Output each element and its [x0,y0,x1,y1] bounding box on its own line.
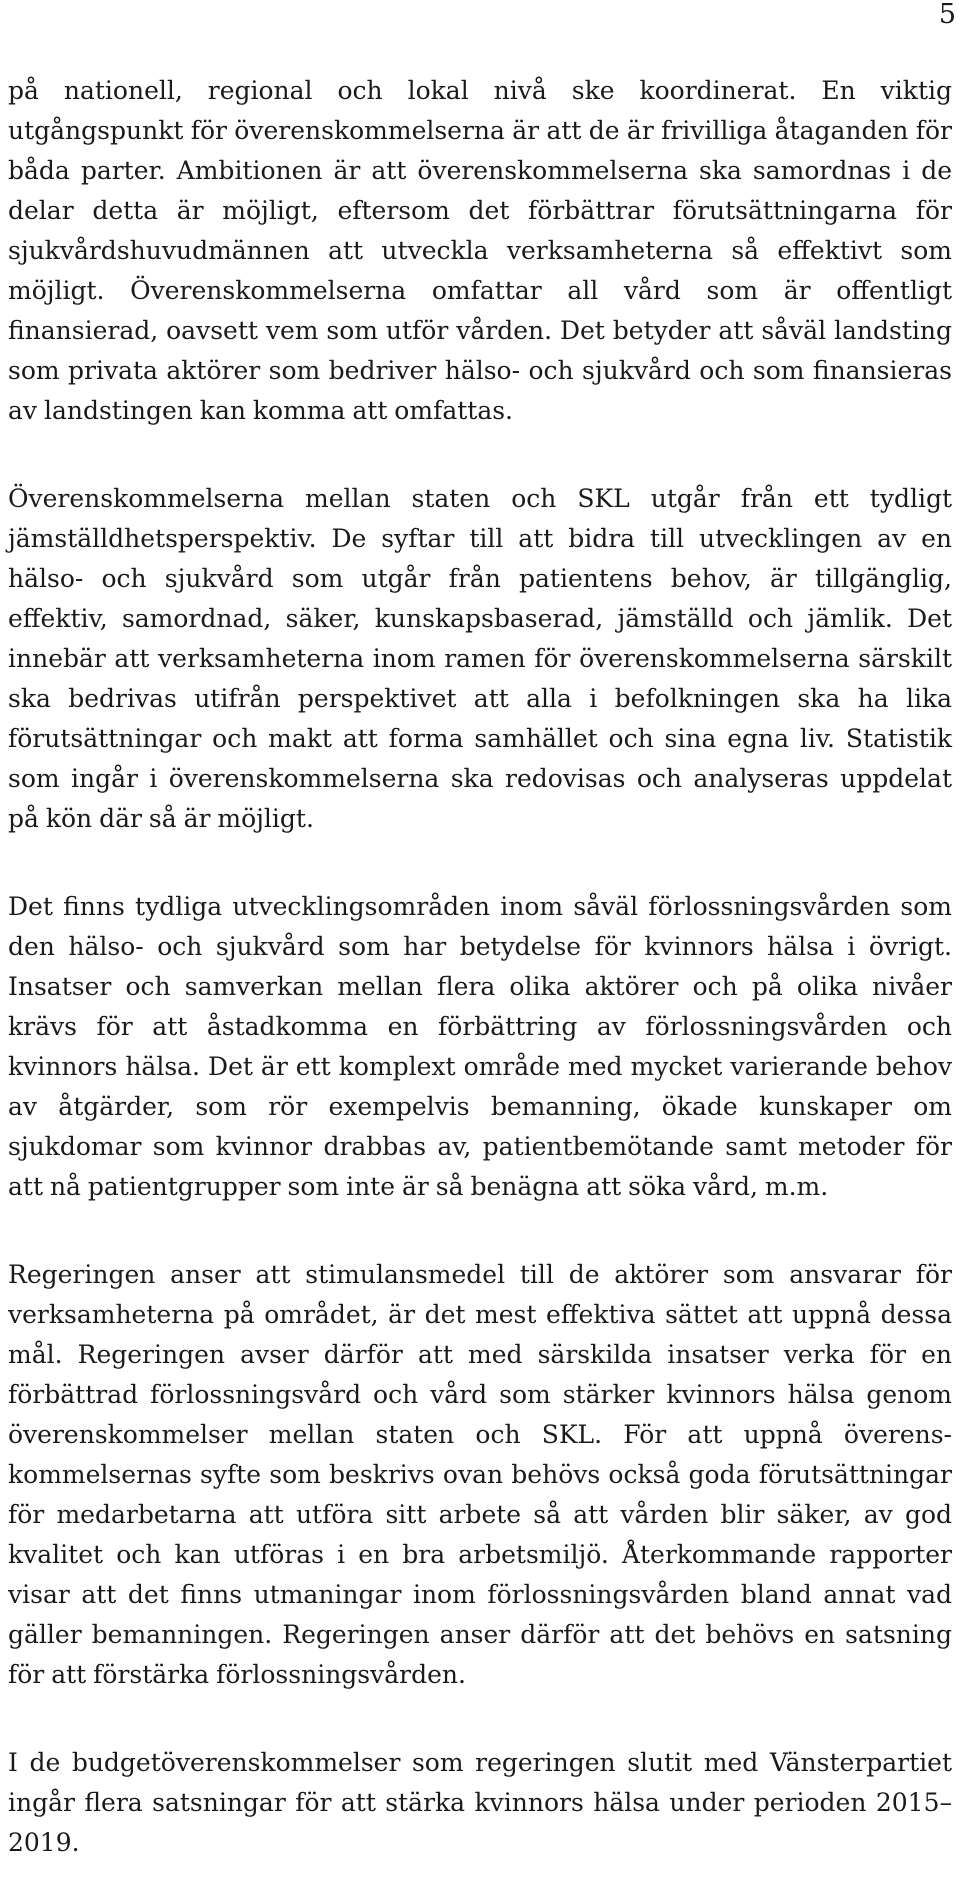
document-body [8,71,952,1863]
paragraph-4: Regeringen anser att stimulansmedel till de aktörer som ansvarar för verksamheterna på området, är det mest effektiva sättet att uppnå dessa mål. Regeringen avser därför att med särskilda insatser verka för en förbättrad förlossningsvård och vård som stärker kvinnors hälsa genom överenskommelser mellan staten och SKL. För att uppnå överenskommelsernas syfte som beskrivs ovan behövs också goda förutsättningar för medarbetarna att utföra sitt arbete så att vården blir säker, av god kvalitet och kan utföras i en bra arbetsmiljö. Återkommande rapporter visar att det finns utmaningar inom förlossningsvården bland annat vad gäller bemanningen. Regeringen anser därför att det behövs en satsning för att förstärka förlossningsvården. [8,1260,952,1689]
page-number: 5 [938,0,956,30]
paragraph-2: Överenskommelserna mellan staten och SKL utgår från ett tydligt jämställdhetsperspektiv. De syftar till att bidra till utvecklingen av en hälso- och sjukvård som utgår från patientens behov, är tillgänglig, effektiv, samordnad, säker, kunskapsbaserad, jämställd och jämlik. Det innebär att verksamheterna inom ramen för överenskommelserna särskilt ska bedrivas utifrån perspektivet att alla i befolkningen ska ha lika förutsättningar och makt att forma samhället och sina egna liv. Statistik som ingår i överenskommelserna ska redovisas och analyseras uppdelat på kön där så är möjligt. [8,484,952,833]
paragraph-3: Det finns tydliga utvecklingsområden inom såväl förlossningsvården som den hälso- och sjukvård som har betydelse för kvinnors hälsa i övrigt. Insatser och samverkan mellan flera olika aktörer och på olika nivåer krävs för att åstadkomma en förbättring av förlossningsvården och kvinnors hälsa. Det är ett komplext område med mycket varierande behov av åtgärder, som rör exempelvis bemanning, ökade kunskaper om sjukdomar som kvinnor drabbas av, patientbemötande samt metoder för att nå patientgrupper som inte är så benägna att söka vård, m.m. [8,892,952,1201]
paragraph-5: I de budgetöverenskommelser som regeringen slutit med Vänsterpartiet ingår flera satsningar för att stärka kvinnors hälsa under perioden 2015–2019. [8,1748,952,1857]
paragraph-1: på nationell, regional och lokal nivå ske koordinerat. En viktig utgångspunkt för överenskommelserna är att de är frivilliga åtaganden för båda parter. Ambitionen är att överenskommelserna ska samordnas i de delar detta är möjligt, eftersom det förbättrar förutsättningarna för sjukvårdshuvudmännen att utveckla verksamheterna så effektivt som möjligt. Överenskommelserna omfattar all vård som är offentligt finansierad, oavsett vem som utför vården. Det betyder att såväl landsting som privata aktörer som bedriver hälso- och sjukvård och som finansieras av landstingen kan komma att omfattas. [8,76,952,425]
